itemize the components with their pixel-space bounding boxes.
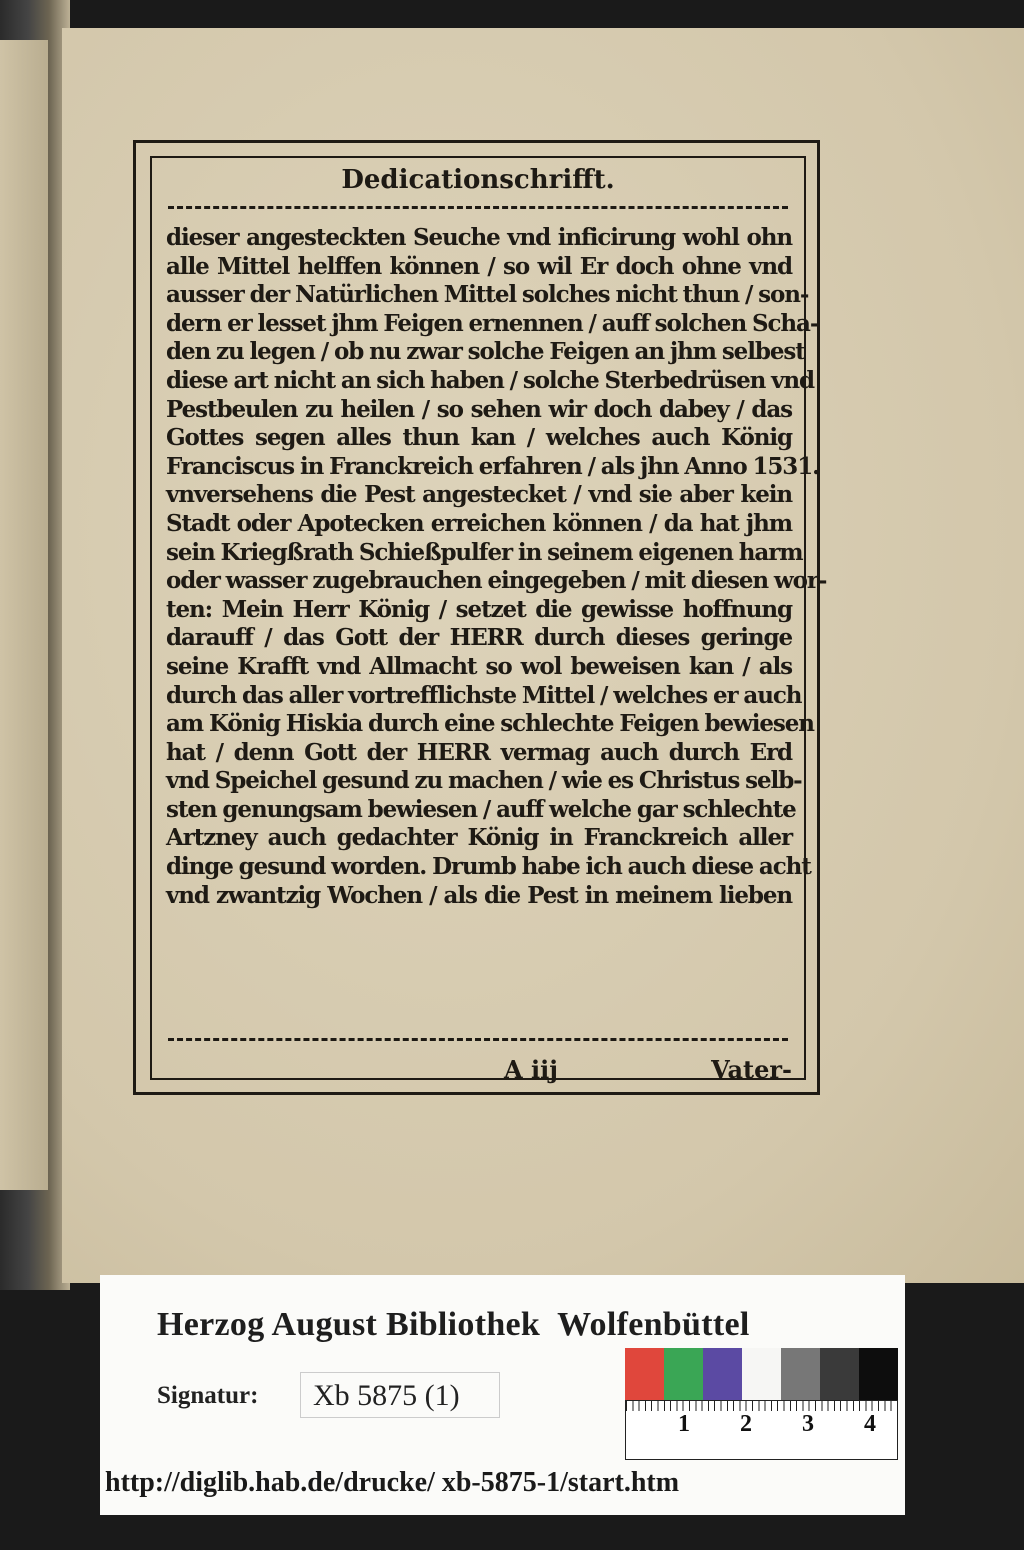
text-line: hat / denn Gott der HERR vermag auch durch Erd <box>166 738 792 766</box>
color-swatch <box>781 1348 820 1400</box>
text-line: sein Kriegßrath Schießpulfer in seinem eigenen harm <box>166 538 803 566</box>
text-line: Pestbeulen zu heilen / so sehen wir doch dabey / das <box>166 395 792 423</box>
ruler-number: 2 <box>740 1411 752 1437</box>
text-line: Franciscus in Franckreich erfahren / als jhn Anno 1531. <box>166 452 820 480</box>
text-line: ausser der Natürlichen Mittel solches nicht thun / son- <box>166 281 809 309</box>
text-line: sten genungsam bewiesen / auff welche gar schlechte <box>166 795 796 823</box>
color-swatch <box>625 1348 664 1400</box>
text-line: vnd Speichel gesund zu machen / wie es Christus selb- <box>166 767 802 795</box>
text-line: alle Mittel helffen können / so wil Er doch ohne vnd <box>166 252 792 280</box>
running-header: Dedicationschrifft. <box>341 165 615 195</box>
signatur-label: Signatur: <box>157 1382 259 1409</box>
ruler-number: 1 <box>678 1411 690 1437</box>
signature-mark: A iij <box>504 1055 558 1084</box>
library-name: Herzog August Bibliothek Wolfenbüttel <box>157 1306 750 1343</box>
text-line: dinge gesund worden. Drumb habe ich auch diese acht <box>166 853 811 881</box>
color-swatch <box>859 1348 898 1400</box>
text-line: diese art nicht an sich haben / solche Sterbedrüsen vnd <box>166 366 815 394</box>
text-line: am König Hiskia durch eine schlechte Feigen bewiesen <box>166 710 814 738</box>
page-footer <box>166 1055 792 1089</box>
footer-rule <box>168 1038 788 1041</box>
text-line: ten: Mein Herr König / setzet die gewisse hoffnung <box>166 595 792 623</box>
text-line: darauff / das Gott der HERR durch dieses geringe <box>166 624 792 652</box>
text-line: seine Krafft vnd Allmacht so wol beweisen kan / als <box>166 652 792 680</box>
header-rule <box>168 206 788 209</box>
facing-page-edge <box>0 40 48 1190</box>
ruler-number: 4 <box>864 1411 876 1437</box>
text-line: vnversehens die Pest angestecket / vnd sie aber kein <box>166 481 792 509</box>
color-swatch <box>742 1348 781 1400</box>
text-line: Gottes segen alles thun kan / welches auch König <box>166 424 792 452</box>
body-text <box>166 224 827 910</box>
text-line: Artzney auch gedachter König in Franckreich aller <box>166 824 792 852</box>
color-swatch <box>820 1348 859 1400</box>
text-line: oder wasser zugebrauchen eingegeben / mit diesen wor- <box>166 567 827 595</box>
text-line: dieser angesteckten Seuche vnd inficirung wohl ohn <box>166 224 792 251</box>
text-line: durch das aller vortrefflichste Mittel / welches er auch <box>166 681 802 709</box>
text-line: dern er lesset jhm Feigen ernennen / auff solchen Scha- <box>166 309 819 337</box>
text-line: Stadt oder Apotecken erreichen können / da hat jhm <box>166 509 792 537</box>
text-line: den zu legen / ob nu zwar solche Feigen an jhm selbest <box>166 338 805 366</box>
color-swatch <box>664 1348 703 1400</box>
color-calibration-chart <box>625 1348 898 1400</box>
catchword: Vater- <box>711 1055 792 1084</box>
scale-ruler <box>625 1400 898 1460</box>
text-line: vnd zwantzig Wochen / als die Pest in meinem lieben <box>166 881 792 909</box>
ruler-number: 3 <box>802 1411 814 1437</box>
color-swatch <box>703 1348 742 1400</box>
source-url: http://diglib.hab.de/drucke/ xb-5875-1/start.htm <box>105 1467 680 1498</box>
signatur-value: Xb 5875 (1) <box>300 1372 500 1418</box>
